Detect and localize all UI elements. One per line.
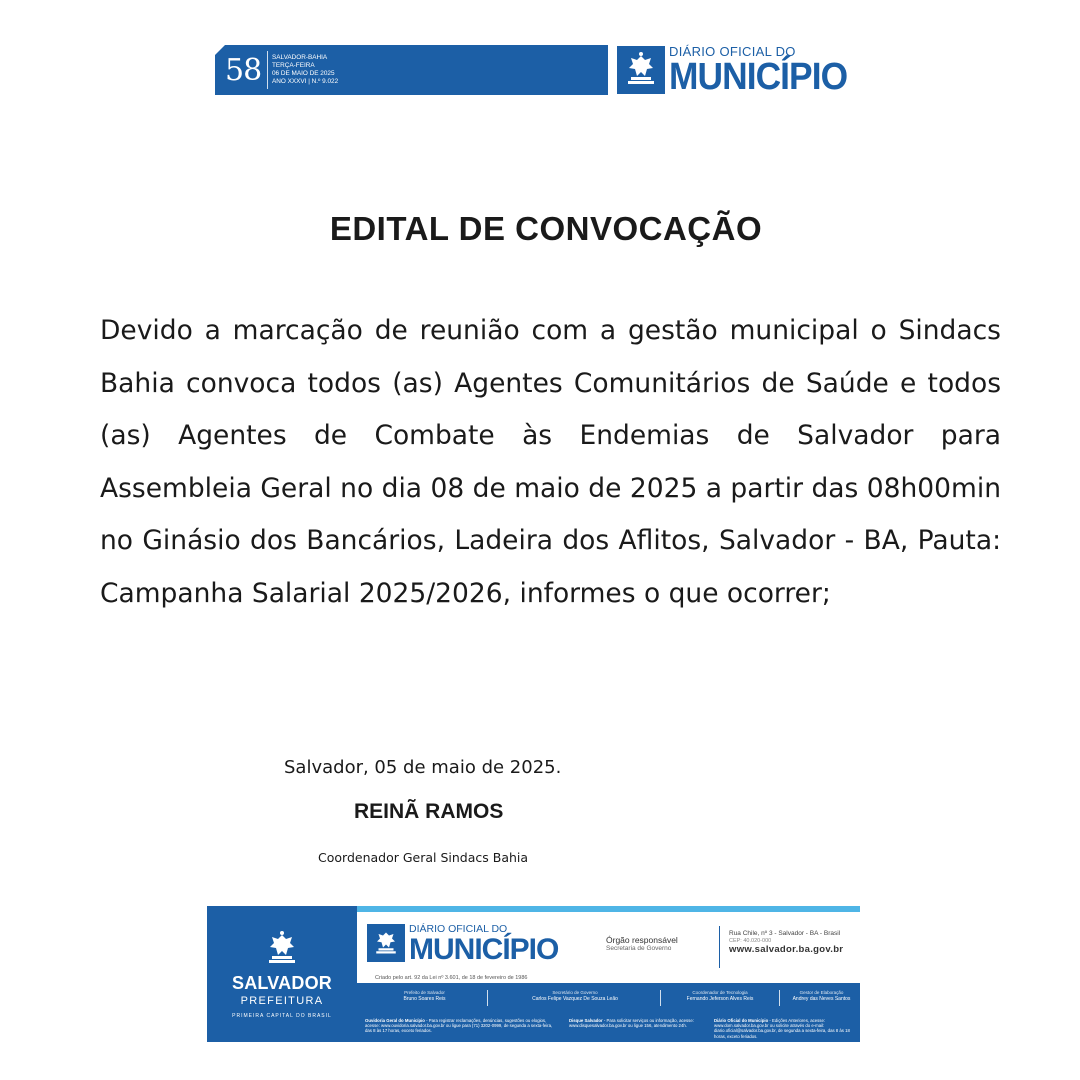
service-notes bbox=[357, 1018, 860, 1042]
responsible-org bbox=[606, 936, 678, 952]
staff-item: Gestor de Elaboração Andrey das Neves Santos bbox=[792, 990, 851, 1002]
edition-bar bbox=[215, 45, 608, 95]
document-title: EDITAL DE CONVOCAÇÃO bbox=[329, 210, 763, 247]
staff-item: Prefeito de Salvador Bruno Soares Reis bbox=[403, 990, 446, 1002]
document-body: Devido a marcação de reunião com a gestão municipal o Sindacs Bahia convoca todos (as) Agentes Comunitários de Saúde e todos (as) Agentes de Combate às Endemias de Salvador para Assembleia Geral no dia 08 de maio de 2025 a partir das 08h00min no Ginásio dos Bancários, Ladeira dos Aflitos, Salvador - BA, Pauta: Campanha Salarial 2025/2026, informes o que ocorrer; bbox=[100, 315, 1001, 609]
edition-meta bbox=[272, 54, 338, 86]
city-crest-icon bbox=[262, 929, 302, 969]
org-label: Órgão responsável bbox=[606, 935, 678, 945]
footer-masthead-title: MUNICÍPIO bbox=[409, 932, 559, 966]
newspaper-masthead bbox=[617, 43, 867, 98]
staff-divider bbox=[660, 990, 661, 1006]
page-number: 58 bbox=[225, 52, 262, 88]
masthead-subtitle: DIÁRIO OFICIAL DO bbox=[669, 43, 796, 59]
staff-divider bbox=[487, 990, 488, 1006]
masthead-title: MUNICÍPIO bbox=[669, 55, 848, 98]
staff-list bbox=[357, 990, 860, 1014]
meta-city: SALVADOR-BAHIA bbox=[272, 54, 328, 61]
note-disque-salvador: Disque Salvador - Para solicitar serviços ou informação, acesse: www.disquesalvador.ba.gov.br ou ligue 156, atendimento 24h. bbox=[569, 1018, 694, 1029]
meta-date: 06 DE MAIO DE 2025 bbox=[272, 70, 335, 77]
note-ouvidoria: Ouvidoria Geral do Município - Para registrar reclamações, denúncias, sugestões ou elogios, acesse: www.ouvidoria.salvador.ba.gov.br ou ligue para (71) 3202-0999, de segunda a sexta-feira, das 8 às 17 horas, exceto feriados. bbox=[365, 1018, 553, 1034]
place-date: Salvador, 05 de maio de 2025. bbox=[284, 757, 562, 778]
city-name: SALVADOR bbox=[232, 973, 332, 993]
meta-edition: ANO XXXVI | N.º 9.022 bbox=[272, 78, 339, 85]
org-name: Secretaria de Governo bbox=[606, 945, 672, 953]
staff-divider bbox=[779, 990, 780, 1006]
prefeitura-label: PREFEITURA bbox=[240, 995, 324, 1007]
footer-divider bbox=[719, 926, 720, 968]
signer-name: REINÃ RAMOS bbox=[354, 800, 504, 823]
staff-item: Coordenador de Tecnologia Fernando Jeferson Alves Reis bbox=[686, 990, 754, 1002]
cep: CEP: 40.020-000 bbox=[729, 937, 772, 944]
website-link[interactable]: www.salvador.ba.gov.br bbox=[729, 944, 844, 956]
address: Rua Chile, nº 3 - Salvador - BA - Brasil bbox=[729, 930, 841, 937]
coat-of-arms-icon bbox=[617, 46, 665, 94]
header-divider bbox=[267, 51, 268, 89]
footer-masthead-subtitle: DIÁRIO OFICIAL DO bbox=[409, 923, 508, 935]
note-diario-oficial: Diário Oficial do Município - Edições Anteriores, acesse: www.dom.salvador.ba.gov.br ou solicite através do e-mail: diario.oficial@salvador.ba.gov.br, de segunda a sexta-feira, das 8 às 18 horas, exceto feriados. bbox=[714, 1018, 850, 1039]
signer-role: Coordenador Geral Sindacs Bahia bbox=[318, 850, 529, 865]
coat-of-arms-icon bbox=[367, 924, 405, 962]
meta-weekday: TERÇA-FEIRA bbox=[272, 62, 315, 69]
city-slogan: PRIMEIRA CAPITAL DO BRASIL bbox=[232, 1013, 332, 1019]
footer-info-panel bbox=[357, 912, 860, 983]
staff-item: Secretário de Governo Carlos Felipe Vazquez De Souza Leão bbox=[532, 990, 618, 1002]
page-footer bbox=[207, 906, 860, 1042]
prefeitura-brand bbox=[207, 906, 357, 1042]
creation-law: Criado pelo art. 92 da Lei nº 3.601, de 18 de fevereiro de 1986 bbox=[375, 975, 528, 981]
footer-masthead bbox=[367, 924, 558, 965]
contact-block bbox=[729, 930, 843, 956]
